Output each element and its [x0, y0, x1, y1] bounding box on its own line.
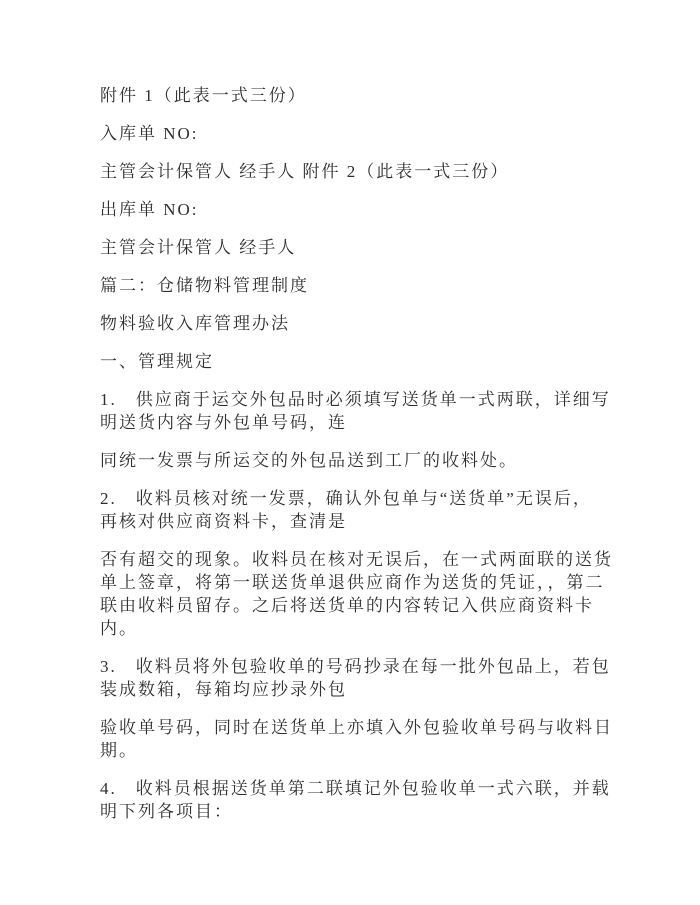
paragraph	[100, 236, 620, 259]
text-line: 明送货内容与外包单号码，连	[100, 413, 347, 432]
text-line: 装成数箱，每箱均应抄录外包	[100, 680, 347, 699]
text-line: 验收单号码，同时在送货单上亦填入外包验收单号码与收料日	[100, 718, 613, 737]
paragraph	[100, 548, 620, 640]
text-line: 主管会计保管人 经手人 附件 2（此表一式三份）	[100, 162, 510, 181]
text-line: 同统一发票与所运交的外包品送到工厂的收料处。	[100, 451, 518, 470]
paragraph	[100, 777, 620, 823]
text-line: 3. 收料员将外包验收单的号码抄录在每一批外包品上，若包	[100, 657, 611, 676]
paragraph	[100, 388, 620, 434]
text-line: 2. 收料员核对统一发票，确认外包单与“送货单”无误后，	[100, 489, 592, 508]
text-line: 否有超交的现象。收料员在核对无误后，在一式两面联的送货	[100, 550, 613, 569]
paragraph	[100, 655, 620, 701]
text-line: 期。	[100, 741, 138, 760]
paragraph	[100, 487, 620, 533]
paragraph	[100, 350, 620, 373]
paragraph	[100, 198, 620, 221]
text-line: 明下列各项目：	[100, 802, 233, 821]
text-line: 物料验收入库管理办法	[100, 314, 290, 333]
text-line: 入库单 NO:	[100, 124, 199, 143]
paragraph	[100, 274, 620, 297]
text-line: 内。	[100, 619, 138, 638]
text-line: 4. 收料员根据送货单第二联填记外包验收单一式六联，并载	[100, 779, 611, 798]
paragraph	[100, 449, 620, 472]
text-line: 联由收料员留存。之后将送货单的内容转记入供应商资料卡	[100, 596, 594, 615]
text-line: 主管会计保管人 经手人	[100, 238, 297, 257]
text-line: 一、管理规定	[100, 352, 214, 371]
paragraph	[100, 312, 620, 335]
text-line: 单上签章，将第一联送货单退供应商作为送货的凭证，，第二	[100, 573, 605, 592]
text-line: 1. 供应商于运交外包品时必须填写送货单一式两联，详细写	[100, 390, 611, 409]
text-line: 附件 1（此表一式三份）	[100, 86, 307, 105]
paragraph	[100, 160, 620, 183]
text-line: 出库单 NO:	[100, 200, 199, 219]
paragraph	[100, 84, 620, 107]
text-line: 再核对供应商资料卡，查清是	[100, 512, 347, 531]
paragraph	[100, 716, 620, 762]
text-line: 篇二：仓储物料管理制度	[100, 276, 309, 295]
paragraph	[100, 122, 620, 145]
document-body	[100, 84, 620, 823]
